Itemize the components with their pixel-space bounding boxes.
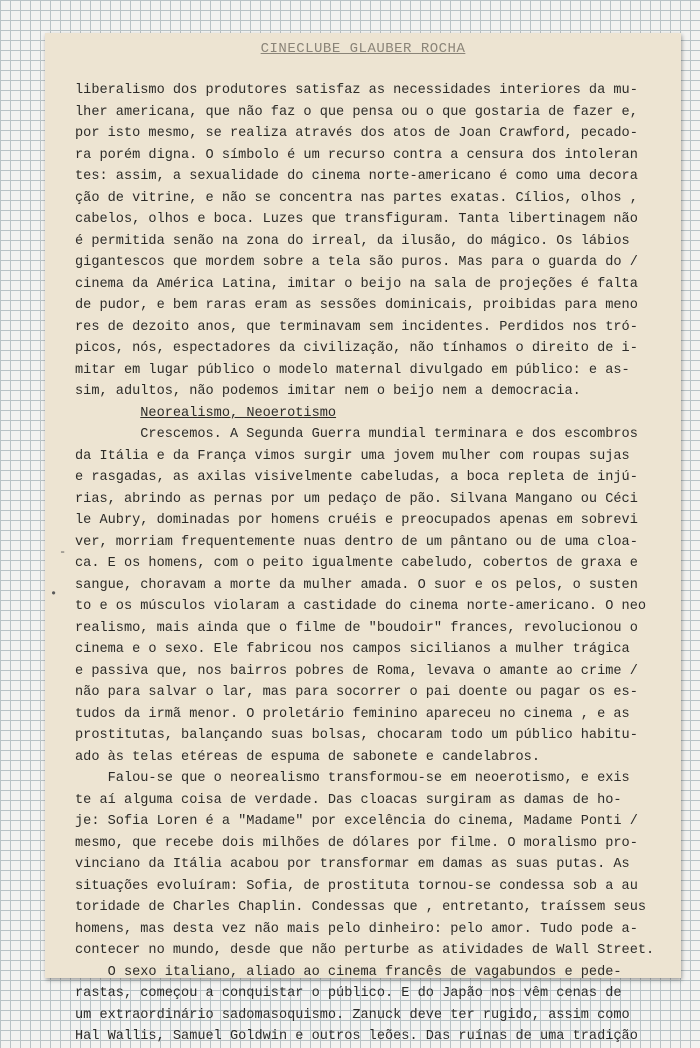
margin-mark-dot: • <box>50 587 58 601</box>
text-line: Hal Wallis, Samuel Goldwin e outros leões. Das ruínas de uma tradição <box>75 1029 638 1044</box>
text-line: realismo, mais ainda que o filme de "boudoir" frances, revolucionou o <box>75 620 638 636</box>
typed-page <box>45 33 681 1044</box>
margin-mark-dash: - <box>59 545 67 559</box>
text-line: por isto mesmo, se realiza através dos atos de Joan Crawford, pecado- <box>75 126 638 141</box>
text-line: mitar em lugar público o modelo maternal divulgado em público: e as- <box>75 362 630 378</box>
text-line: sangue, choravam a morte da mulher amada. O suor e os pelos, o susten <box>75 577 638 593</box>
text-line: Falou-se que o neorealismo transformou-se em neoerotismo, e exis <box>75 771 630 786</box>
text-line: não para salvar o lar, mas para socorrer o pai doente ou pagar os es- <box>75 685 638 700</box>
text-line: lher americana, que não faz o que pensa ou o que gostaria de fazer e, <box>75 104 638 120</box>
text-line: prostitutas, balançando suas bolsas, chocaram todo um público habitu- <box>75 728 638 743</box>
text-line: ado às telas etéreas de espuma de sabonete e candelabros. <box>75 749 540 765</box>
text-line: é permitida senão na zona do irreal, da ilusão, do mágico. Os lábios <box>75 233 630 249</box>
text-line: ca. E os homens, com o peito igualmente cabeludo, cobertos de graxa e <box>75 556 638 571</box>
text-line: vinciano da Itália acabou por transformar em damas as suas putas. As <box>75 857 630 872</box>
page-header: CINECLUBE GLAUBER ROCHA <box>260 41 466 57</box>
text-line: to e os músculos violaram a castidade do cinema norte-americano. O neo <box>75 599 647 614</box>
body-text <box>75 80 681 1048</box>
text-line: homens, mas desta vez não mais pelo dinheiro: pelo amor. Tudo pode a- <box>75 921 638 937</box>
text-line: e rasgadas, as axilas visivelmente cabeludas, a boca repleta de injú- <box>75 470 638 485</box>
text-line: da Itália e da França vimos surgir uma jovem mulher com roupas sujas <box>75 448 630 464</box>
text-line: res de dezoito anos, que terminavam sem incidentes. Perdidos nos tró- <box>75 319 638 335</box>
text-line: mesmo, que recebe dois milhões de dólares por filme. O moralismo pro- <box>75 835 638 851</box>
text-line: de pudor, e bem raras eram as sessões dominicais, proibidas para meno <box>75 298 638 313</box>
text-line: rias, abrindo as pernas por um pedaço de pão. Silvana Mangano ou Céci <box>75 491 638 507</box>
text-line: contecer no mundo, desde que não perturbe as atividades de Wall Street. <box>75 943 655 958</box>
text-line: ção de vitrine, e não se concentra nas partes exatas. Cílios, olhos , <box>75 190 638 206</box>
text-line: je: Sofia Loren é a "Madame" por excelência do cinema, Madame Ponti / <box>75 814 638 829</box>
text-line: e passiva que, nos bairros pobres de Roma, levava o amante ao crime / <box>75 663 638 679</box>
section-subtitle: Neorealismo, Neoerotismo <box>140 405 337 421</box>
text-line: Crescemos. A Segunda Guerra mundial terminara e dos escombros <box>75 427 638 442</box>
text-line: tes: assim, a sexualidade do cinema norte-americano é como uma decora <box>75 169 638 184</box>
text-line: picos, nós, espectadores da civilização, não tínhamos o direito de i- <box>75 341 638 356</box>
text-line: cabelos, olhos e boca. Luzes que transfiguram. Tanta libertinagem não <box>75 212 638 227</box>
text-line: um extraordinário sadomasoquismo. Zanuck deve ter rugido, assim como <box>75 1007 630 1023</box>
text-line: situações evoluíram: Sofia, de prostituta tornou-se condessa sob a au <box>75 878 638 894</box>
text-line: cinema da América Latina, imitar o beijo na sala de projeções é falta <box>75 276 638 292</box>
text-line: rastas, começou a conquistar o público. E do Japão nos vêm cenas de <box>75 986 622 1001</box>
text-line: cinema e o sexo. Ele fabricou nos campos sicilianos a mulher trágica <box>75 642 630 657</box>
text-line: toridade de Charles Chaplin. Condessas que , entretanto, traíssem seus <box>75 900 647 915</box>
text-line: sim, adultos, não podemos imitar nem o beijo nem a democracia. <box>75 384 581 399</box>
text-line: gigantescos que mordem sobre a tela são puros. Mas para o guarda do / <box>75 255 638 270</box>
text-line: O sexo italiano, aliado ao cinema francês de vagabundos e pede- <box>75 964 622 980</box>
text-line: te aí alguma coisa de verdade. Das cloacas surgiram as damas de ho- <box>75 792 622 808</box>
text-line: liberalismo dos produtores satisfaz as necessidades interiores da mu- <box>75 83 638 98</box>
text-line: ra porém digna. O símbolo é um recurso contra a censura dos intoleran <box>75 147 638 163</box>
text-line: le Aubry, dominadas por homens cruéis e preocupados apenas em sobrevi <box>75 513 638 528</box>
text-line: ver, morriam frequentemente nuas dentro de um pântano ou de uma cloa- <box>75 534 638 550</box>
text-line: tudos da irmã menor. O proletário feminino apareceu no cinema , e as <box>75 706 630 722</box>
